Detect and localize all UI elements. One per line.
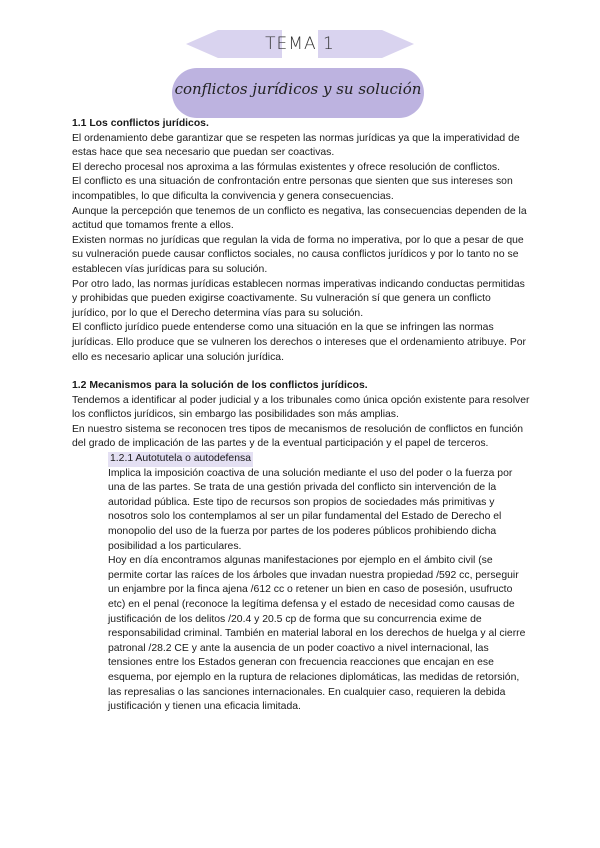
page-title: TEMA 1 [265, 34, 335, 54]
paragraph: Aunque la percepción que tenemos de un conflicto es negativa, las consecuencias dependen de la actitud que tomamos frente a ellos. [72, 205, 527, 232]
paragraph: En nuestro sistema se reconocen tres tipos de mecanismos de resolución de conflictos en función del grado de implicación de las partes y de la eventual participación y el papel de terceros. [72, 423, 524, 450]
section-heading: 1.2 Mecanismos para la solución de los conflictos jurídicos. [72, 380, 368, 392]
subsection-heading: 1.2.1 Autotutela o autodefensa [108, 452, 253, 467]
document-body [72, 117, 530, 715]
paragraph: Hoy en día encontramos algunas manifestaciones por ejemplo en el ámbito civil (se permite cortar las raíces de los árboles que invadan nuestra propiedad /592 cc, perseguir un enjambre por la finca ajena /612 cc o retener un bien en caso de posesión, usufructo etc) en el penal (reconoce la legítima defensa y el estado de necesidad como causas de justificación de los delitos /20.4 y 20.5 cp de forma que su concurrencia exime de responsabilidad criminal. También en material laboral en los derechos de huelga y al cierre patronal /28.2 CE y ante la ausencia de un poder coactivo a nivel internacional, las tensiones entre los Estados generan con frecuencia reacciones que encajan en ese esquema, por ejemplo en la ruptura de relaciones diplomáticas, las medidas de retorsión, las represalias o las sanciones internacionales. En cualquier caso, requieren la debida justificación y tienen una eficacia limitada. [108, 555, 526, 713]
page-subtitle: conflictos jurídicos y su solución [174, 80, 422, 98]
paragraph: Tendemos a identificar al poder judicial y a los tribunales como única opción existente para resolver los conflictos jurídicos, sin embargo las posibilidades son más amplias. [72, 394, 530, 421]
section-heading: 1.1 Los conflictos jurídicos. [72, 118, 209, 129]
paragraph: El conflicto es una situación de confrontación entre personas que sienten que sus intereses son incompatibles, lo que dificulta la convivencia y genera consecuencias. [72, 176, 513, 202]
paragraph: Existen normas no jurídicas que regulan la vida de forma no imperativa, por lo que a pesar de que su vulneración puede causar conflictos sociales, no causa conflictos jurídicos y por lo tanto no se establecen vías jurídicas para su solución. [72, 234, 524, 275]
paragraph: El conflicto jurídico puede entenderse como una situación en la que se infringen las normas jurídicas. Ello produce que se vulneren los derechos o intereses que el ordenamiento atribuye. Por ello es necesario aplicar una solución jurídica. [72, 322, 526, 363]
paragraph: El ordenamiento debe garantizar que se respeten las normas jurídicas ya que la imperatividad de estas hace que sea necesario que puedan ser coactivas. [72, 132, 520, 159]
paragraph: El derecho procesal nos aproxima a las fórmulas existentes y ofrece resolución de conflictos. [72, 161, 500, 173]
paragraph: Por otro lado, las normas jurídicas establecen normas imperativas indicando conductas permitidas y prohibidas que pueden exigirse coactivamente. Su vulneración sí que genera un conflicto jurídico, por lo que el Derecho determina vías para su solución. [72, 278, 525, 319]
subsection [72, 452, 530, 715]
paragraph: Implica la imposición coactiva de una solución mediante el uso del poder o la fuerza por una de las partes. Se trata de una gestión privada del conflicto sin intervención de la autoridad pública. Este tipo de recursos son propios de sociedades más primitivas y nosotros solo los contemplamos al ser un pilar fundamental del Estado de Derecho el monopolio del uso de la fuerza por partes de los poderes públicos prohibiendo dicha posibilidad a los particulares. [108, 467, 513, 552]
